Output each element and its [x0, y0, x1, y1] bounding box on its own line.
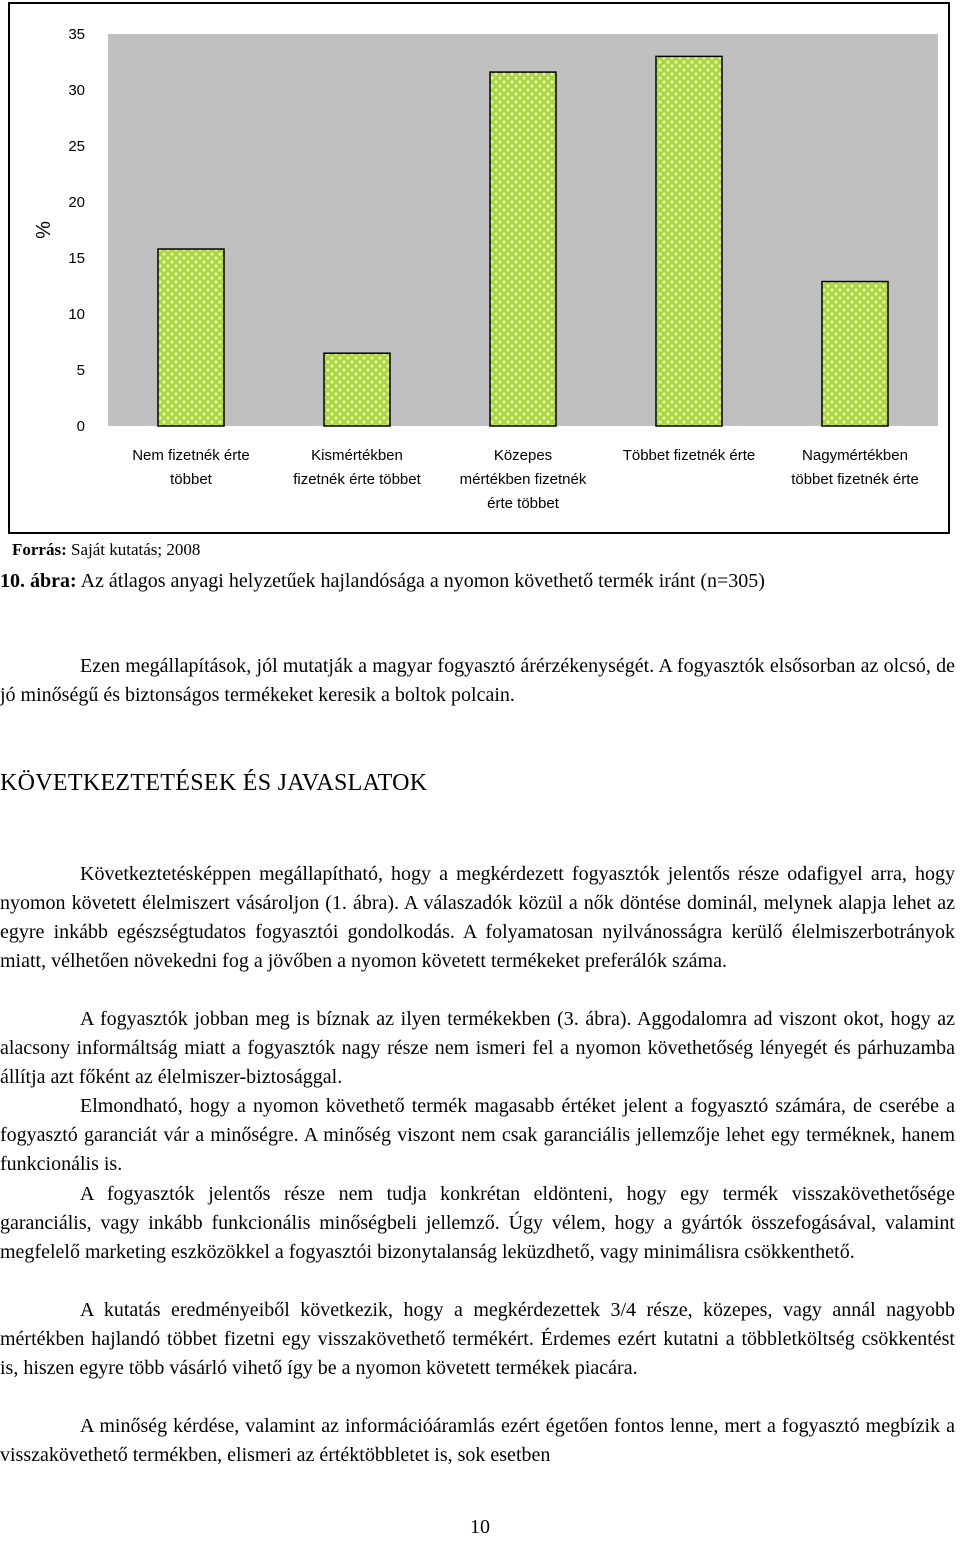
- y-tick-label: 0: [76, 418, 85, 435]
- y-tick-label: 15: [68, 250, 85, 267]
- paragraph-intro: Ezen megállapítások, jól mutatják a magyar fogyasztó árérzékenységét. A fogyasztók elsősorban az olcsó, de jó minőségű és biztonságos termékeket keresik a boltok polcain.: [0, 655, 955, 706]
- body-paragraph: Elmondható, hogy a nyomon követhető termék magasabb értéket jelent a fogyasztó számára, de cserébe a fogyasztó garanciát vár a minőségre. A minőség viszont nem csak garanciális jellemzője lehet egy terméknek, hanem funkcionális is.: [0, 1095, 955, 1175]
- y-tick-label: 25: [68, 138, 85, 155]
- y-tick-label: 20: [68, 194, 85, 211]
- section-heading: KÖVETKEZTETÉSEK ÉS JAVASLATOK: [0, 770, 428, 796]
- bar: [490, 72, 556, 426]
- x-tick-label: Nem fizetnék érte többet: [132, 447, 250, 488]
- x-tick-label: Többet fizetnék érte: [622, 447, 756, 464]
- y-tick-label: 5: [76, 362, 85, 379]
- caption-label: 10. ábra:: [0, 570, 77, 592]
- source-text: Saját kutatás; 2008: [66, 540, 201, 559]
- y-tick-label: 35: [68, 26, 85, 43]
- x-tick-label: Közepes mértékben fizetnék érte többet: [459, 447, 587, 512]
- bar: [158, 249, 224, 426]
- y-tick-label: 30: [68, 82, 85, 99]
- y-tick-label: 10: [68, 306, 85, 323]
- body-paragraph: A kutatás eredményeiből következik, hogy a megkérdezettek 3/4 része, közepes, vagy annál nagyobb mértékben hajlandó többet fizetni egy visszakövethető termékért. Érdemes ezért kutatni a többletköltség csökkentést is, hiszen egyre több vásárló vihető így be a nyomon követett termékek piacára.: [0, 1299, 955, 1379]
- bar: [656, 56, 722, 426]
- source-label: Forrás:: [12, 540, 67, 559]
- body-paragraph: A minőség kérdése, valamint az információáramlás ezért égetően fontos lenne, mert a fogyasztó megbízik a visszakövethető termékben, elismeri az értéktöbbletet is, sok esetben: [0, 1415, 955, 1466]
- body-paragraph: Következtetésképpen megállapítható, hogy a megkérdezett fogyasztók jelentős része odafigyel arra, hogy nyomon követett élelmiszert vásároljon (1. ábra). A válaszadók közül a nők döntése dominál, melynek alapja lehet az egyre inkább egészségtudatos fogyasztói gondolkodás. A folyamatosan nyilvánosságra kerülő élelmiszerbotrányok miatt, vélhetően növekedni fog a jövőben a nyomon követett termékeket preferálók száma.: [0, 863, 955, 972]
- x-tick-label: Nagymértékben többet fizetnék érte: [791, 447, 919, 488]
- body-paragraph: A fogyasztók jelentős része nem tudja konkrétan eldönteni, hogy egy termék visszakövethetősége garanciális, vagy inkább funkcionális minőségbeli jellemző. Úgy vélem, hogy a gyártók összefogásával, valamint megfelelő marketing eszközökkel a fogyasztói bizonytalanság leküzdhető, vagy minimálisra csökkenthető.: [0, 1183, 955, 1263]
- chart-frame: [8, 2, 950, 534]
- figure-source: [12, 540, 200, 560]
- y-axis-label: %: [33, 221, 55, 239]
- bar: [822, 282, 888, 426]
- figure-caption: [0, 566, 945, 596]
- page-number: 10: [470, 1516, 490, 1538]
- bar-chart: [10, 4, 948, 532]
- body-paragraph: A fogyasztók jobban meg is bíznak az ilyen termékekben (3. ábra). Aggodalomra ad viszont okot, hogy az alacsony informáltság miatt a fogyasztók nagy része nem ismeri fel a nyomon követhetőség lényegét és párhuzamba állítja azt főként az élelmiszer-biztosággal.: [0, 1008, 955, 1088]
- x-tick-label: Kismértékben fizetnék érte többet: [293, 447, 421, 488]
- bar: [324, 353, 390, 426]
- caption-text: Az átlagos anyagi helyzetűek hajlandósága a nyomon követhető termék iránt (n=305): [76, 570, 765, 592]
